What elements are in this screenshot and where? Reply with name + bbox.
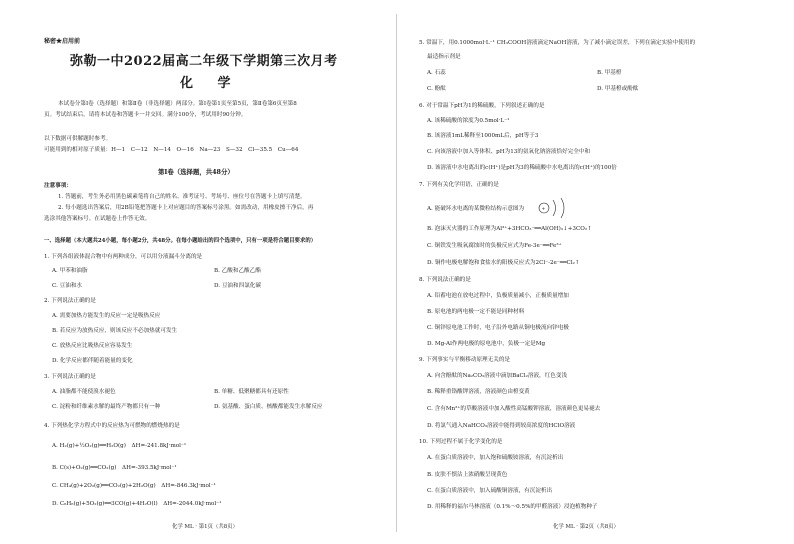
q4-option: C. CH₄(g)+2O₂(g)══CO₂(g)+2H₂O(g) ΔH=-846.3kJ·mol⁻¹ [52, 483, 216, 489]
question-6: 6. 对于常温下pH为1的稀硫酸，下列叙述正确的是 [419, 103, 545, 109]
q7-option: D. 铜作电极电解饱和食盐水的阳极反应式为2Cl⁻-2e⁻══Cl₂↑ [427, 260, 580, 266]
q10-option: A. 在蛋白质溶液中，加入饱和硫酸铵溶液，有沉淀析出 [427, 455, 564, 461]
question-3: 3. 下列说法正确的是 [44, 374, 96, 380]
page-footer: 化学 ML · 第2页（共8页） [553, 524, 619, 530]
q6-option: D. 该溶液中水电离出的c(H⁺)是pH为3的稀硫酸中水电离出的c(H⁺)的100倍 [427, 165, 617, 171]
mc-header: 一、选择题（本大题共24小题，每小题2分，共48分。在每小题给出的四个选项中，只有一项是符合题目要求的） [44, 238, 317, 244]
atom-structure-diagram [535, 196, 575, 220]
question-1: 1. 下列各组液体混合物中有两种成分，可以用分液漏斗分离的是 [44, 254, 203, 260]
intro-line: 页。考试结束后，请将本试卷和答题卡一并交回。满分100分，考试用时90分钟。 [44, 112, 247, 118]
q8-option: B. 原电池的两电极一定不能是同种材料 [427, 309, 525, 315]
question-9: 9. 下列事实与平衡移动原理无关的是 [419, 357, 511, 363]
question-4: 4. 下列热化学方程式中的反应热为可燃物的燃烧热的是 [44, 423, 180, 429]
q8-option: D. Mg-Al作两电极的原电池中，负极一定是Mg [427, 341, 546, 347]
question-8: 8. 下列说法正确的是 [419, 277, 471, 283]
q3-option: B. 单糖、低聚糖都具有还原性 [214, 389, 289, 395]
svg-text:+: + [541, 207, 546, 212]
q7-option: B. 泡沫灭火器的工作原理为Al³⁺+3HCO₃⁻══Al(OH)₃↓+3CO₂↑ [427, 226, 592, 232]
q2-option: A. 需要加热方能发生的反应一定是吸热反应 [52, 313, 161, 319]
q5-option: B. 甲基橙 [597, 70, 622, 76]
secret-label: 秘密★启用前 [44, 38, 81, 45]
q9-option: D. 将氯气通入NaHCO₃溶液中能得到较高浓度的HClO溶液 [427, 423, 576, 429]
q1-option: B. 乙酸和乙酸乙酯 [214, 268, 261, 274]
q7-option: C. 铜铁发生吸氧腐蚀时的负极反应式为Fe-3e⁻══Fe³⁺ [427, 243, 562, 249]
subject-title: 化 学 [180, 76, 241, 91]
question-10: 10. 下列过程不属于化学变化的是 [419, 439, 503, 445]
q10-option: B. 皮肤不慎沾上浓硝酸呈现黄色 [427, 472, 508, 478]
q9-option: C. 含有Mn²⁺的草酸溶液中加入酸性高锰酸钾溶液，溶液颜色更易褪去 [427, 406, 601, 412]
intro-line: 本试卷分第Ⅰ卷（选择题）和第Ⅱ卷（非选择题）两部分。第Ⅰ卷第1页至第5页，第Ⅱ卷第6页至第8 [58, 101, 297, 107]
q10-option: C. 在蛋白质溶液中，加入硫酸铜溶液，有沉淀析出 [427, 488, 553, 494]
q2-option: D. 化学反应都伴随着能量的变化 [52, 358, 133, 364]
q8-option: C. 铜锌原电池工作时，电子沿外电路从铜电极流向锌电极 [427, 325, 569, 331]
q3-option: D. 氨基酸、蛋白质、核酸都能发生水解反应 [214, 404, 323, 410]
note-line: 2. 每小题选出答案后，用2B铅笔把答题卡上对应题目的答案标号涂黑。如需改动，用橡皮擦干净后，再 [58, 205, 314, 211]
q6-option: C. 向该溶液中加入等体积、pH为13的氨氧化钠溶液恰好完全中和 [427, 149, 591, 155]
question-5: 5. 常温下，用0.1000mol·L⁻¹ CH₃COOH溶液滴定NaOH溶液，为了减小滴定误差，下列在滴定实验中使用的 [419, 40, 696, 46]
q9-option: A. 向含酚酞的Na₂CO₃溶液中滴加BaCl₂溶液，红色变浅 [427, 373, 568, 379]
q5-option: D. 甲基橙或酚酞 [597, 86, 639, 92]
note-line: 1. 答题前，考生务必用黑色碳素笔将自己的姓名、准考证号、考场号、座位号在答题卡上填写清楚。 [58, 194, 306, 200]
question-5-cont: 最适指示剂是 [427, 54, 461, 60]
q4-option: A. H₂(g)+½O₂(g)══H₂O(g) ΔH=-241.8kJ·mol⁻¹ [52, 443, 187, 449]
right-page [397, 0, 794, 544]
question-7: 7. 下列有关化学用语，正确的是 [419, 182, 499, 188]
data-intro: 以下数据可供解题时参考。 [44, 136, 112, 142]
q8-option: A. 铅蓄电池在放电过程中，负极质量减小，正极质量增加 [427, 293, 569, 299]
q3-option: A. 油脂都不能使溴水褪色 [52, 389, 116, 395]
q1-option: A. 甲苯和油脂 [52, 268, 88, 274]
q5-option: C. 酚酞 [427, 86, 446, 92]
q9-option: B. 稀释重铬酸钾溶液，溶液颜色由橙变黄 [427, 389, 530, 395]
q4-option: D. C₆H₆(g)+5O₂(g)══3CO(g)+4H₂O(l) ΔH=-2044.0kJ·mol⁻¹ [52, 501, 222, 507]
q2-option: B. 若反应为放热反应，则该反应不必加热就可发生 [52, 328, 178, 334]
q7-option: A. 能破坏水电离的某微粒结构示意图为 [427, 206, 525, 212]
q10-option: D. 用稀释的福尔马林溶液（0.1%～0.5%的甲醛溶液）浸泡植物种子 [427, 504, 598, 510]
question-2: 2. 下列说法正确的是 [44, 298, 96, 304]
page-footer: 化学 ML · 第1页（共8页） [172, 524, 238, 530]
exam-title: 弥勒一中2022届高二年级下学期第三次月考 [70, 54, 338, 69]
section-title: 第Ⅰ卷（选择题，共48分） [158, 168, 234, 176]
note-line: 选涂其他答案标号。在试题卷上作答无效。 [44, 216, 151, 222]
q1-option: D. 豆油和四氯化碳 [214, 283, 261, 289]
q2-option: C. 放热反应比吸热反应容易发生 [52, 343, 133, 349]
q6-option: B. 该溶液1mL稀释至1000mL后，pH等于3 [427, 133, 539, 139]
q5-option: A. 石蕊 [427, 70, 446, 76]
atomic-masses: 可能用到的相对原子质量：H—1 C—12 N—14 O—16 Na—23 S—32 Cl—35.5 Cu—64 [44, 147, 299, 153]
q3-option: C. 淀粉和纤维素水解的最终产物都只有一种 [52, 404, 161, 410]
q4-option: B. C(s)+O₂(g)══CO₂(g) ΔH=-393.5kJ·mol⁻¹ [52, 465, 177, 471]
q6-option: A. 该稀硫酸的浓度为0.5mol·L⁻¹ [427, 118, 510, 124]
notes-title: 注意事项： [44, 183, 72, 189]
q1-option: C. 豆油和水 [52, 283, 83, 289]
